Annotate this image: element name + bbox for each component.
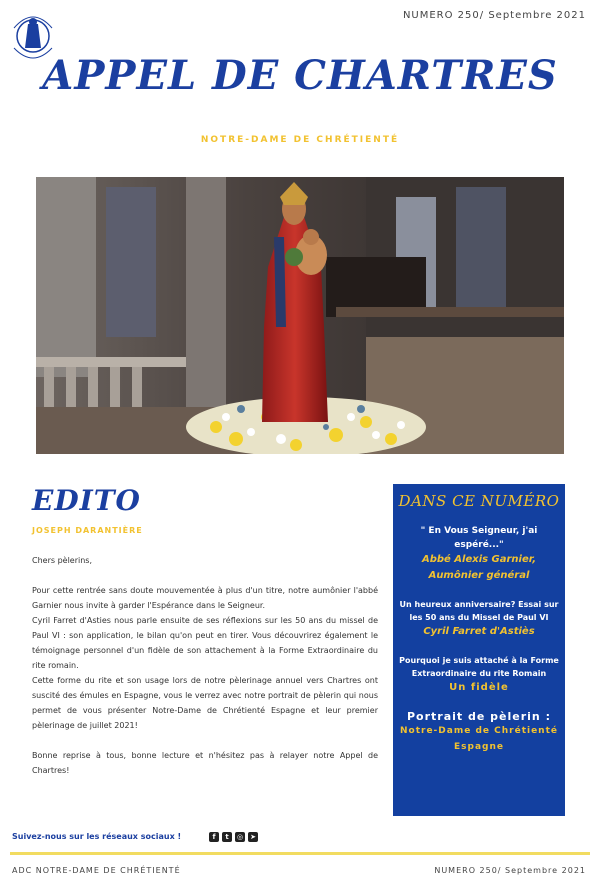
twitter-icon[interactable]: t bbox=[222, 832, 232, 842]
edito-greeting: Chers pèlerins, bbox=[32, 556, 93, 565]
instagram-icon[interactable]: ◎ bbox=[236, 833, 244, 841]
toc-item-1-author: Abbé Alexis Garnier, Aumônier général bbox=[421, 554, 537, 581]
issue-number: NUMERO 250/ Septembre 2021 bbox=[402, 10, 586, 21]
toc-item-1-text: " En Vous Seigneur, j'ai espéré..." bbox=[420, 526, 538, 550]
footer-issue-number: NUMERO 250/ Septembre 2021 bbox=[434, 866, 586, 875]
toc-item-3-text: Pourquoi je suis attaché à la Forme Extraordinaire du rite Romain bbox=[399, 656, 559, 678]
footer-divider bbox=[10, 852, 590, 855]
edito-paragraph-3: Cette forme du rite et son usage lors de notre pèlerinage annuel vers Chartres ont suscité des émules en Espagne, vous le verrez avec notre portrait de pèlerin qui nous permet de vous présenter Notre-Dame de Chrétienté Espagne et leur premier pèlerinage de juillet 2021! bbox=[32, 676, 378, 730]
edito-body bbox=[32, 553, 378, 778]
toc-item-4-author: Notre-Dame de Chrétienté Espagne bbox=[400, 726, 558, 752]
edito-paragraph-1: Pour cette rentrée sans doute mouvementée à plus d'un titre, notre aumônier l'abbé Garnier nous invite à garder l'Espérance dans le Seigneur. bbox=[32, 586, 378, 610]
newsletter-subtitle: NOTRE-DAME DE CHRÉTIENTÉ bbox=[200, 135, 400, 145]
edito-paragraph-4: Bonne reprise à tous, bonne lecture et n'hésitez pas à relayer notre Appel de Chartres! bbox=[32, 751, 378, 775]
edito-paragraph-2: Cyril Farret d'Asties nous parle ensuite de ses réflexions sur les 50 ans du missel de Paul VI : son application, le bilan qu'on peut en tirer. Vous découvrirez également le témoignage personnel d'un fidèle de son attachement à la Forme Extraordinaire du rite romain. bbox=[32, 616, 378, 670]
facebook-icon[interactable]: f bbox=[209, 832, 219, 842]
telegram-icon[interactable]: ➤ bbox=[248, 832, 258, 842]
toc-item-2-author: Cyril Farret d'Astiès bbox=[423, 626, 535, 637]
toc-item-4[interactable] bbox=[393, 710, 565, 755]
toc-item-2[interactable] bbox=[393, 598, 565, 640]
social-follow-label: Suivez-nous sur les réseaux sociaux ! bbox=[12, 832, 182, 841]
in-this-issue-title: DANS CE NUMÉRO bbox=[398, 492, 560, 510]
edito-title: EDITO bbox=[32, 484, 141, 517]
toc-item-1[interactable] bbox=[393, 524, 565, 584]
toc-item-4-text: Portrait de pèlerin : bbox=[407, 710, 551, 723]
toc-item-3-author: Un fidèle bbox=[449, 682, 509, 693]
social-icons bbox=[209, 832, 258, 842]
toc-item-2-text: Un heureux anniversaire? Essai sur les 50 ans du Missel de Paul VI bbox=[399, 600, 559, 622]
virgin-statue-photo bbox=[36, 177, 564, 454]
in-this-issue-panel bbox=[393, 484, 565, 816]
newsletter-title: APPEL DE CHARTRES bbox=[42, 52, 558, 99]
edito-author: JOSEPH DARANTIÈRE bbox=[32, 526, 143, 535]
toc-item-3[interactable] bbox=[393, 654, 565, 696]
footer-organization: ADC NOTRE-DAME DE CHRÉTIENTÉ bbox=[12, 866, 181, 875]
